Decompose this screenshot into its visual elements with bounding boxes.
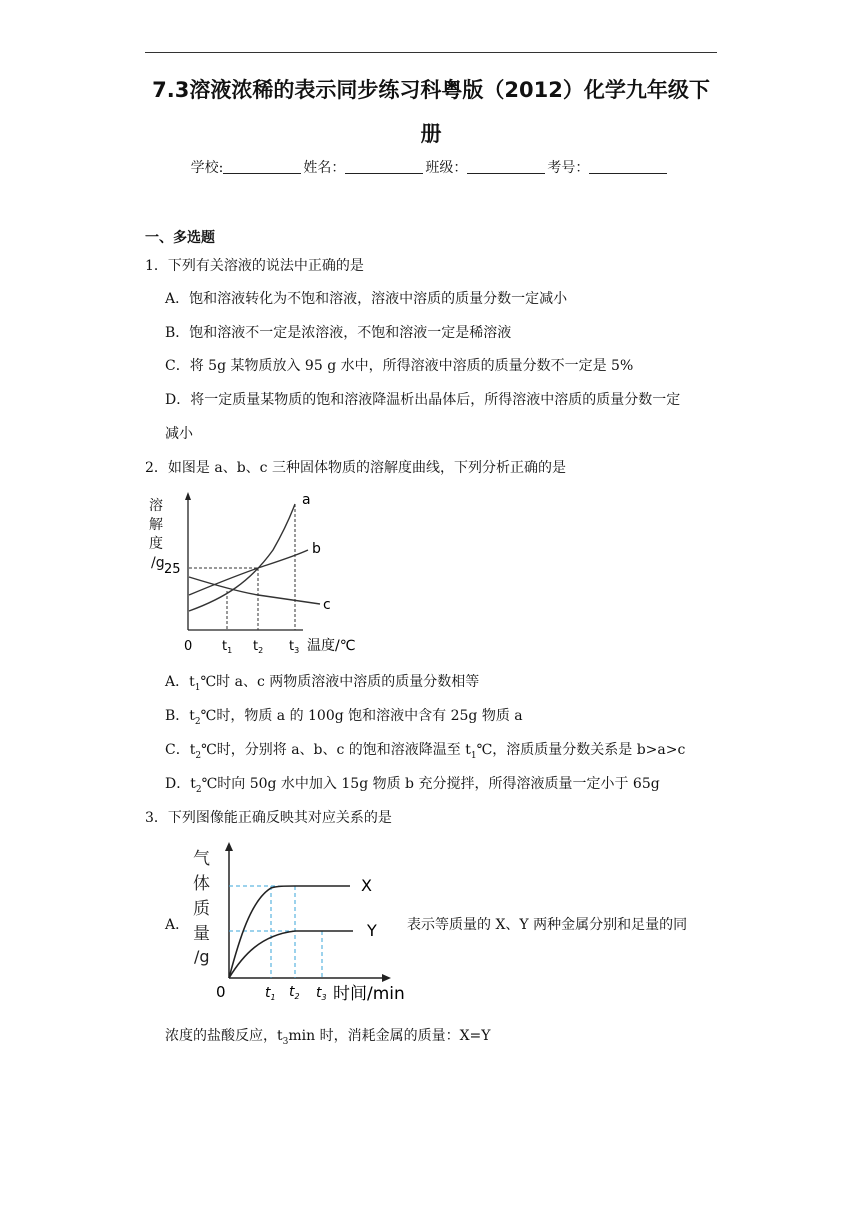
- x-axis-arrow: [382, 974, 391, 982]
- q1-option-c: C．将 5g 某物质放入 95 g 水中，所得溶液中溶质的质量分数不一定是 5%: [165, 358, 634, 374]
- y-label-char: 气: [193, 849, 210, 869]
- class-field[interactable]: [467, 159, 545, 174]
- header-rule: [145, 52, 717, 53]
- q1-option-b: B．饱和溶液不一定是浓溶液，不饱和溶液一定是稀溶液: [165, 325, 512, 341]
- q2-option-d: D．$t_2℃$时向 50g 水中加入 15g 物质 b 充分搅拌，所得溶液质量一定小于 65g: [165, 776, 660, 795]
- origin-label: 0: [184, 639, 193, 654]
- curve-label-a: a: [302, 492, 311, 508]
- doc-title-line1: 7.3溶液浓稀的表示同步练习科粤版（2012）化学九年级下: [152, 78, 710, 102]
- y-label-char: 解: [149, 517, 163, 533]
- x-axis-label: 温度/℃: [307, 638, 356, 654]
- exam-no-label: 考号：: [547, 160, 590, 176]
- student-info-row: [0, 157, 860, 177]
- x-tick-t3: $t_3$: [289, 639, 300, 655]
- origin-label: 0: [216, 983, 226, 1001]
- x-axis-label: 时间/min: [333, 984, 405, 1004]
- q1-option-d-line2: 减小: [165, 426, 193, 442]
- q2-option-c: C．$t_2℃$时，分别将 a、b、c 的饱和溶液降温至 $t_1℃$，溶质质量分数关系是 b>a>c: [165, 742, 686, 761]
- y-label-char: 体: [193, 874, 210, 894]
- y-label-char: 量: [193, 924, 210, 944]
- guide-lines: [189, 504, 295, 630]
- x-tick-t2: $t_2$: [289, 984, 300, 1001]
- school-label: 学校:: [190, 160, 224, 176]
- q3-option-a-continued: 浓度的盐酸反应，$t_3\min$ 时，消耗金属的质量：X=Y: [165, 1028, 491, 1047]
- y-label-char: 溶: [149, 498, 163, 514]
- gas-mass-figure: [185, 840, 410, 1006]
- x-tick-t1: $t_1$: [265, 985, 276, 1002]
- y-tick-25: 25: [164, 562, 181, 577]
- q1-option-a: A．饱和溶液转化为不饱和溶液，溶液中溶质的质量分数一定减小: [165, 291, 568, 307]
- y-label-char: 质: [193, 899, 210, 919]
- q1-stem: 1．下列有关溶液的说法中正确的是: [145, 258, 364, 274]
- name-field[interactable]: [345, 159, 423, 174]
- curve-y: [229, 931, 353, 978]
- name-label: 姓名：: [303, 160, 346, 176]
- q2-option-b: B．$t_2℃$时，物质 a 的 100g 饱和溶液中含有 25g 物质 a: [165, 708, 523, 727]
- q1-option-d-line1: D．将一定质量某物质的饱和溶液降温析出晶体后，所得溶液中溶质的质量分数一定: [165, 392, 681, 408]
- curve-label-x: X: [361, 876, 372, 895]
- exam-no-field[interactable]: [589, 159, 667, 174]
- y-axis-label: [149, 497, 165, 571]
- x-tick-t2: $t_2$: [253, 639, 264, 655]
- y-axis-arrow: [225, 842, 233, 851]
- doc-title-line2: 册: [420, 122, 442, 146]
- curve-a: [189, 504, 295, 611]
- section-heading: 一、多选题: [145, 230, 215, 246]
- x-tick-t1: $t_1$: [222, 639, 233, 655]
- y-axis-arrow: [185, 492, 191, 500]
- q2-stem: 2．如图是 a、b、c 三种固体物质的溶解度曲线，下列分析正确的是: [145, 460, 566, 476]
- y-label-char: 度: [149, 536, 163, 552]
- q2-option-a: A．$t_1℃$时 a、c 两物质溶液中溶质的质量分数相等: [165, 674, 480, 693]
- curve-b: [189, 550, 308, 595]
- y-label-char: /g: [151, 555, 165, 571]
- class-label: 班级：: [425, 160, 468, 176]
- school-field[interactable]: [223, 159, 301, 174]
- q3-option-a-label: A．: [165, 917, 190, 933]
- y-label-char: /g: [194, 947, 210, 966]
- solubility-curve-figure: [145, 490, 365, 660]
- q3-option-a-text: 表示等质量的 X、Y 两种金属分别和足量的同: [407, 917, 688, 933]
- y-axis-label: [193, 849, 210, 966]
- curve-label-y: Y: [367, 921, 377, 940]
- curve-label-c: c: [323, 597, 331, 613]
- curve-c: [189, 577, 320, 604]
- x-tick-t3: $t_3$: [316, 985, 327, 1002]
- q3-stem: 3．下列图像能正确反映其对应关系的是: [145, 810, 392, 826]
- curve-label-b: b: [312, 541, 321, 557]
